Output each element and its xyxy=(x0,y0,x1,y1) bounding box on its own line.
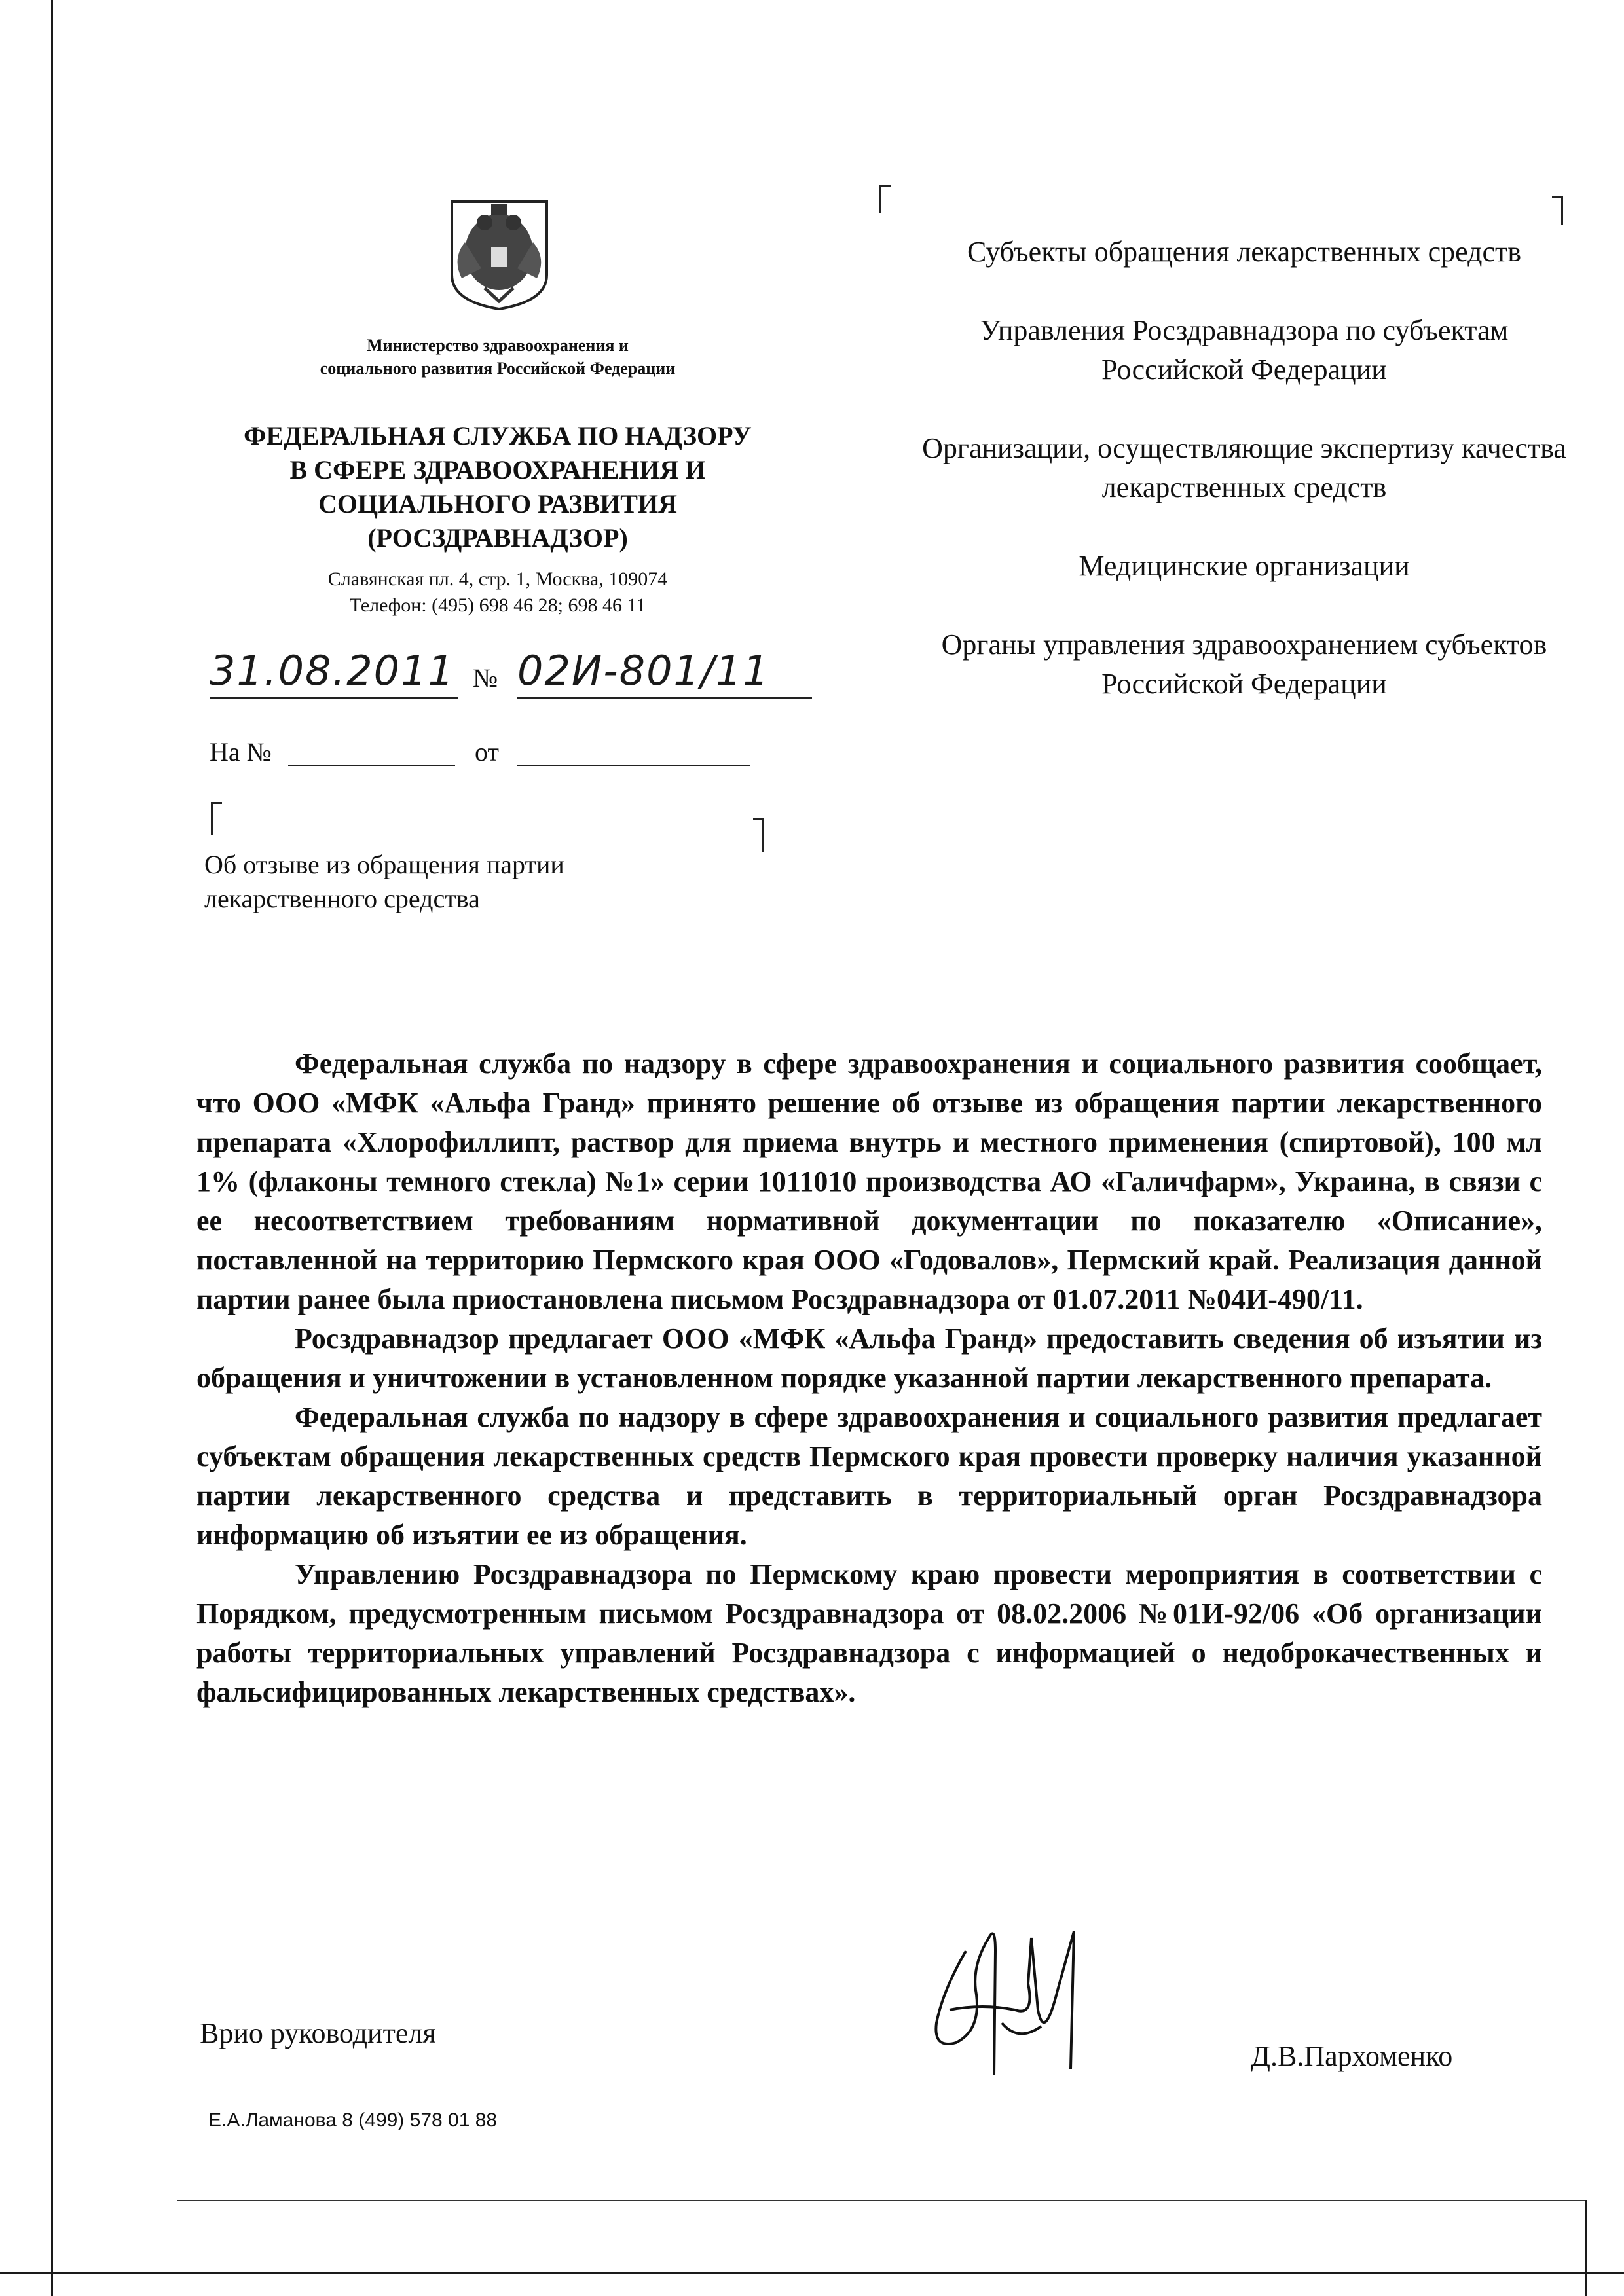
body-paragraph: Управлению Росздравнадзора по Пермскому краю провести мероприятия в соответствии с Порядком, предусмотренным письмом Росздравнадзора от 08.02.2006 №01И-92/06 «Об организации работы территориальных управлений Росздравнадзора с информацией о недоброкачественных и фальсифицированных лекарственных средствах». xyxy=(196,1558,1542,1708)
letter-body xyxy=(196,1044,1542,1712)
executor-contact: Е.А.Ламанова 8 (499) 578 01 88 xyxy=(208,2109,498,2131)
subject-line: лекарственного средства xyxy=(204,884,480,913)
address-line: Славянская пл. 4, стр. 1, Москва, 109074 xyxy=(327,568,668,590)
bracket-corner-subject-left xyxy=(211,802,222,835)
scan-edge-left xyxy=(51,0,53,2296)
ministry-line: социального развития Российской Федерации xyxy=(320,359,676,378)
agency-address xyxy=(216,566,779,619)
body-paragraph: Федеральная служба по надзору в сфере здравоохранения и социального развития сообщает, что ООО «МФК «Альфа Гранд» принято решение об отзыве из обращения партии лекарственного препарата «Хлорофиллипт, раствор для приема внутрь и местного применения (спиртовой), 100 мл 1% (флаконы темного стекла) №1» серии 1011010 производства АО «Галичфарм», Украина, в связи с ее несоответствием требованиям нормативной документации по показателю «Описание», поставленной на территорию Пермского края ООО «Годовалов», Пермский край. Реализация данной партии ранее была приостановлена письмом Росздравнадзора от 01.07.2011 №04И-490/11. xyxy=(196,1048,1542,1315)
agency-line: (РОСЗДРАВНАДЗОР) xyxy=(367,523,628,553)
recipient: Органы управления здравоохранением субъектов Российской Федерации xyxy=(941,629,1547,700)
scan-edge-lower xyxy=(177,2200,1585,2201)
coat-of-arms-emblem xyxy=(445,196,553,311)
phone-line: Телефон: (495) 698 46 28; 698 46 11 xyxy=(349,594,646,616)
number-sign: № xyxy=(473,663,498,693)
ministry-name xyxy=(216,334,779,380)
reference-number-blank xyxy=(288,765,455,766)
registration-date: 31.08.2011 xyxy=(210,645,458,699)
agency-line: В СФЕРЕ ЗДРАВООХРАНЕНИЯ И xyxy=(289,455,706,484)
agency-line: СОЦИАЛЬНОГО РАЗВИТИЯ xyxy=(318,489,677,519)
bracket-corner-subject-right xyxy=(753,818,764,852)
ministry-line: Министерство здравоохранения и xyxy=(367,336,629,355)
scan-edge-right xyxy=(1585,2200,1587,2296)
scan-edge-bottom xyxy=(0,2272,1624,2274)
recipient: Организации, осуществляющие экспертизу качества лекарственных средств xyxy=(922,432,1566,503)
agency-line: ФЕДЕРАЛЬНАЯ СЛУЖБА ПО НАДЗОРУ xyxy=(244,421,752,450)
body-paragraph: Федеральная служба по надзору в сфере здравоохранения и социального развития предлагает субъектам обращения лекарственных средств Пермского края провести проверку наличия указанной партии лекарственного средства и представить в территориальный орган Росздравнадзора информацию об изъятии ее из обращения. xyxy=(196,1401,1542,1551)
subject-line: Об отзыве из обращения партии xyxy=(204,850,564,879)
reference-from-label: от xyxy=(475,737,499,767)
reference-date-blank xyxy=(517,765,750,766)
signatory-name: Д.В.Пархоменко xyxy=(1251,2040,1453,2072)
recipient: Медицинские организации xyxy=(1079,550,1410,582)
registration-number: 02И-801/11 xyxy=(517,645,812,699)
bracket-corner-top-right xyxy=(1552,196,1563,225)
recipient: Управления Росздравнадзора по субъектам Российской Федерации xyxy=(980,314,1509,386)
body-paragraph: Росздравнадзор предлагает ООО «МФК «Альфа Гранд» предоставить сведения об изъятии из обращения и уничтожении в установленном порядке указанной партии лекарственного препарата. xyxy=(196,1322,1542,1394)
letter-subject xyxy=(204,848,794,916)
handwritten-signature xyxy=(904,1912,1100,2088)
recipients-block xyxy=(917,232,1572,743)
signatory-title: Врио руководителя xyxy=(200,2017,436,2049)
bracket-corner-top-left xyxy=(879,185,891,213)
reference-label: На № xyxy=(210,737,272,767)
recipient: Субъекты обращения лекарственных средств xyxy=(967,236,1522,268)
agency-name xyxy=(183,419,812,555)
